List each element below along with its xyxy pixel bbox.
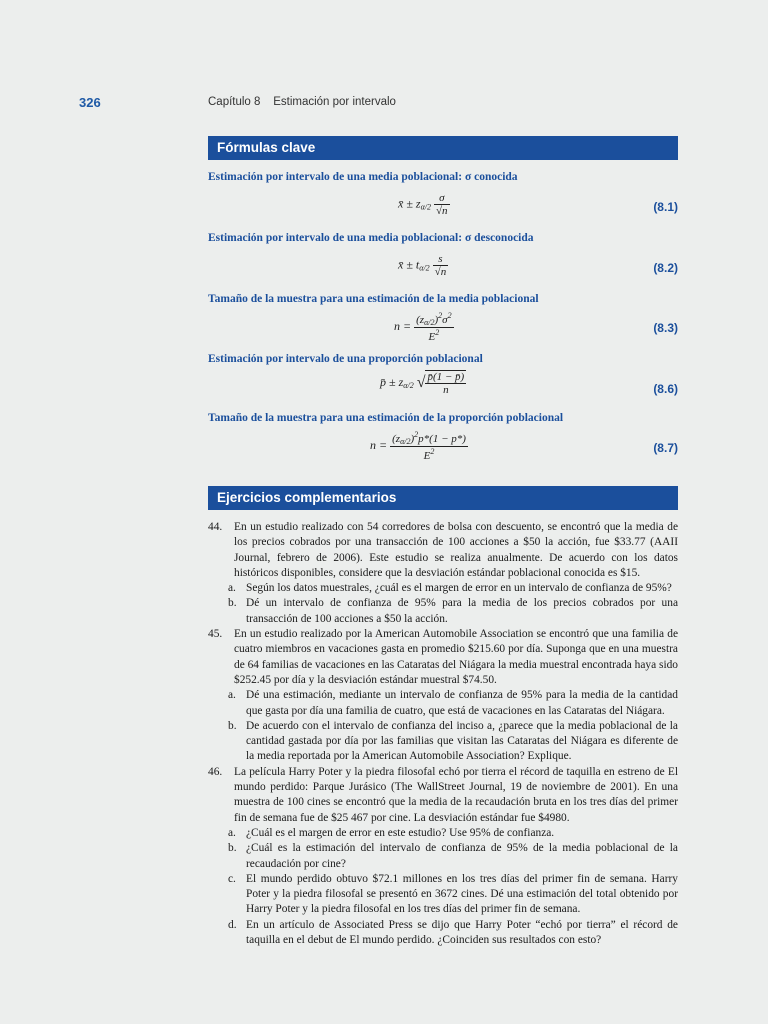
formula-8-3: n = $\frac{(z_{\alpha/2})^2\sigma^2}{E^2}$ [394,311,452,343]
exercise-stem: La película Harry Poter y la piedra filosofal echó por tierra el récord de taquilla en estreno de El mundo perdido: Parque Jurásico (The WallStreet Journal, 19 de noviembre de 2001). En una muestra de 100 cines se encontró que la media de la recaudación bruta en los tres días del primer fin de semana fue de $25 467 por cine. La desviación estándar fue $4980. [234,765,678,824]
part-text: ¿Cuál es el margen de error en este estudio? Use 95% de confianza. [246,826,555,839]
part-label: a. [228,689,236,702]
exercise-part [228,872,678,918]
part-label: b. [228,842,237,855]
exercise-44 [208,520,678,581]
equation-number: (8.1) [653,200,678,214]
part-label: b. [228,719,237,732]
formulas-section-bar: Fórmulas clave [208,136,678,160]
part-label: d. [228,918,237,931]
formula-8-6: p̄ ± $z_{\alpha/2}$ √ $\frac{p̄(1 - p̄)}{n}$ [380,371,465,396]
equation-number: (8.3) [653,321,678,335]
exercise-part [228,581,678,596]
formula-heading: Estimación por intervalo de una proporción poblacional [208,353,483,365]
exercise-part [228,826,678,841]
part-label: b. [228,597,237,610]
formula-heading: Tamaño de la muestra para una estimación de la media poblacional [208,293,539,305]
part-text: En un artículo de Associated Press se dijo que Harry Poter “echó por tierra” el récord de taquilla en el debut de El mundo perdido. ¿Coinciden sus resultados con esto? [246,918,678,947]
formula-heading: Estimación por intervalo de una media poblacional: σ desconocida [208,232,534,244]
exercise-stem: En un estudio realizado con 54 corredores de bolsa con descuento, se encontró que la media de los precios cobrados por una transacción de 100 acciones a $50 la acción, fue $33.77 (AAII Journal, febrero de 2006). Este estudio se realiza anualmente. De acuerdo con los datos históricos disponibles, considere que la desviación estándar poblacional conocida es $15. [234,521,678,579]
exercise-part [228,688,678,719]
formula-heading: Tamaño de la muestra para una estimación de la proporción poblacional [208,412,564,424]
exercise-part [228,918,678,949]
formula-8-1: x̄ ± $z_{\alpha/2}$ $\frac{\sigma}{√n}$ [398,192,448,217]
exercise-45 [208,627,678,688]
part-label: a. [228,826,236,839]
exercise-number: 46. [208,765,223,778]
part-label: c. [228,872,236,885]
part-text: El mundo perdido obtuvo $72.1 millones en los tres días del primer fin de semana. Harry Poter y la piedra filosofal se presentó en 3672 cines. Dé una estimación del total obtenido por Harry Poter y la piedra filosofal en los tres días del primer fin de semana. [246,872,678,916]
exercise-list [208,520,678,948]
exercise-number: 44. [208,521,223,533]
part-text: De acuerdo con el intervalo de confianza del inciso a, ¿parece que la media poblacional de la cantidad gastada por día por las familias que visitan las Cataratas del Niágara es diferente de la media reportada por la American Automobile Association? Explique. [246,719,678,763]
equation-number: (8.2) [653,261,678,275]
exercise-part [228,596,678,627]
part-label: a. [228,582,236,595]
exercise-part [228,841,678,872]
formula-8-2: x̄ ± $t_{\alpha/2}$ $\frac{s}{√n}$ [398,253,447,278]
part-text: Dé una estimación, mediante un intervalo de confianza de 95% para la media de la cantidad que gasta por día una familia de cuatro, que está de vacaciones en las Cataratas del Niágara. [246,689,678,717]
equation-number: (8.6) [653,382,678,396]
part-text: Según los datos muestrales, ¿cuál es el margen de error en un intervalo de confianza de 95%? [246,582,672,595]
formula-heading: Estimación por intervalo de una media poblacional: σ conocida [208,171,518,183]
part-text: Dé un intervalo de confianza de 95% para la media de los precios cobrados por una transacción de 100 acciones a $50 la acción. [246,597,678,625]
exercise-number: 45. [208,628,223,641]
exercise-part [228,719,678,765]
formula-8-7: n = $\frac{(z_{\alpha/2})^2p*(1 - p*)}{E^2}$ [370,430,466,462]
page-number: 326 [79,95,101,110]
equation-number: (8.7) [653,441,678,455]
exercises-section-bar: Ejercicios complementarios [208,486,678,510]
running-head: Capítulo 8 Estimación por intervalo [208,96,396,108]
part-text: ¿Cuál es la estimación del intervalo de confianza de 95% de la media poblacional de la recaudación por cine? [246,842,678,870]
exercise-stem: En un estudio realizado por la American Automobile Association se encontró que una familia de cuatro miembros en vacaciones gasta en promedio $215.60 por día. Suponga que en una muestra de 64 familias de vacaciones en las Cataratas del Niágara la media muestral encontrada haya sido $252.45 por día y la desviación estándar muestral $74.50. [234,628,678,686]
exercise-46 [208,765,678,826]
